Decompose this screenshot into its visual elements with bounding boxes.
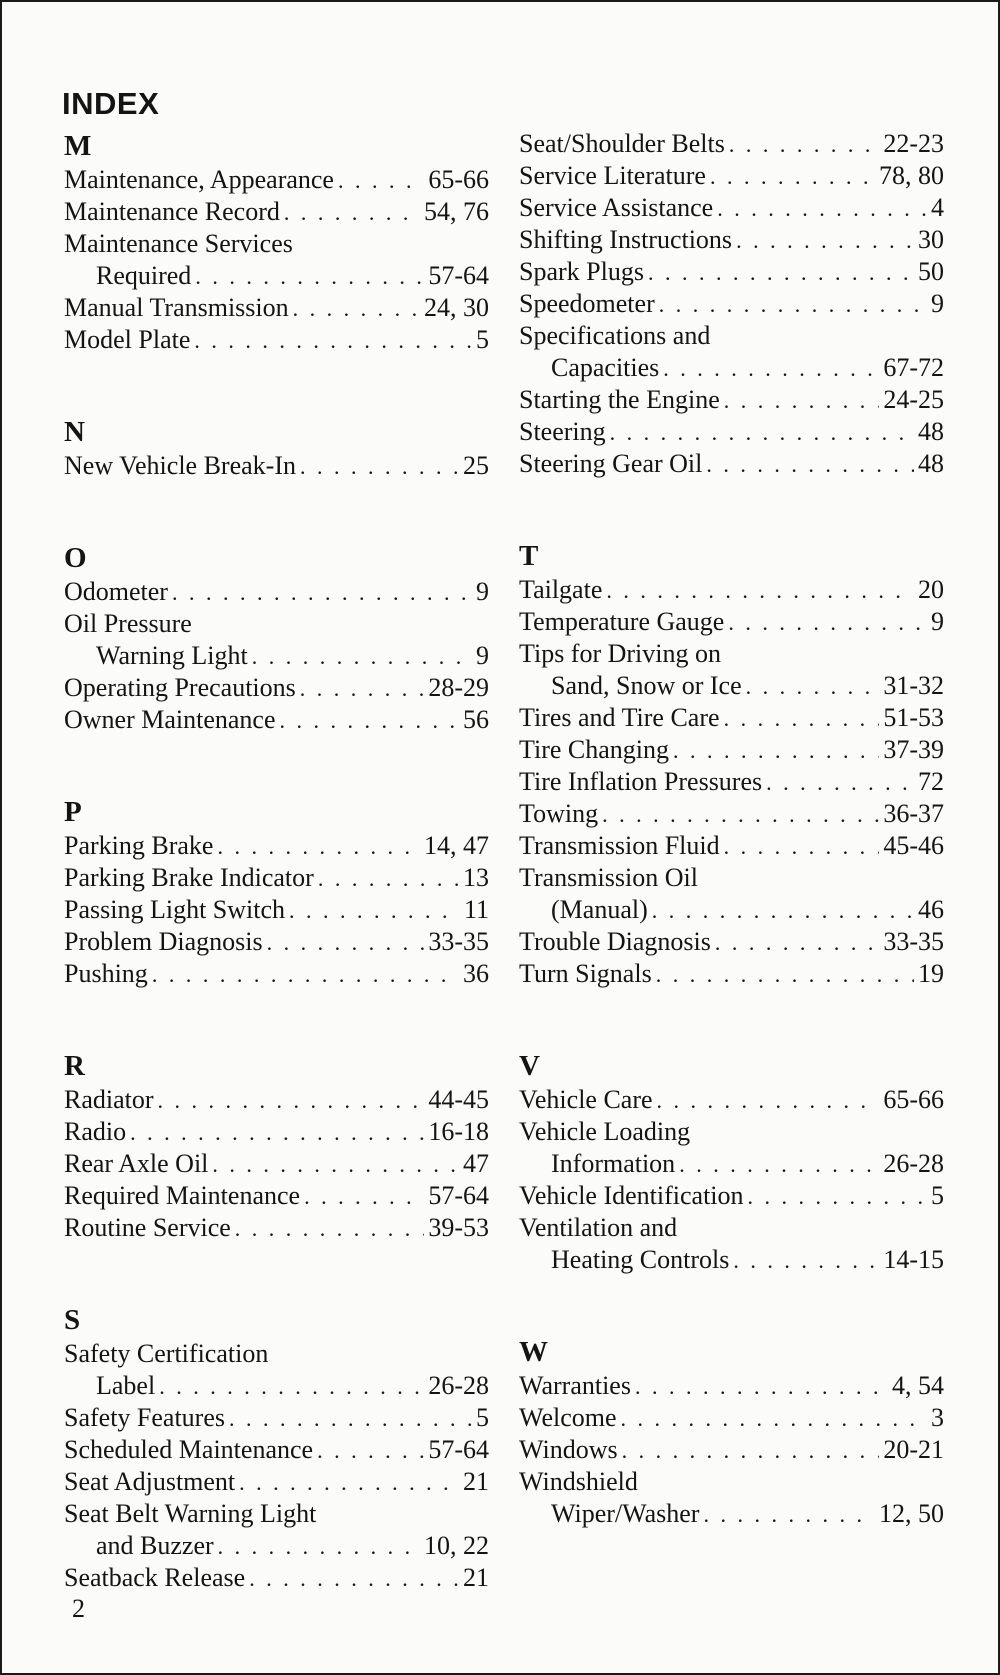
index-entry-continued [64,260,489,292]
leader-dots [218,1531,420,1563]
leader-dots [621,1403,927,1435]
entry-term: Speedometer [519,289,655,318]
index-entry [64,926,489,958]
entry-pages: 21 [463,1467,489,1496]
index-entry [519,734,944,766]
entry-term: Problem Diagnosis [64,927,263,956]
index-entry [64,164,489,196]
entry-pages: 46 [918,895,944,924]
entry-pages: 48 [918,417,944,446]
leader-dots [159,1371,424,1403]
entry-term: Odometer [64,577,168,606]
index-entry [64,1434,489,1466]
leader-dots [746,671,880,703]
entry-pages: 9 [931,607,944,636]
index-entry-continued [519,1148,944,1180]
entry-pages: 28-29 [428,673,489,702]
index-entry-continued [519,670,944,702]
index-entry-continued [519,352,944,384]
entry-term: Tips for Driving on [519,639,722,668]
entry-term: Wiper/Washer [551,1499,700,1528]
leader-dots [703,1499,875,1531]
index-entry-continued [519,1498,944,1530]
leader-dots [280,705,459,737]
entry-pages: 9 [476,641,489,670]
entry-term: Steering [519,417,606,446]
entry-pages: 14-15 [883,1245,944,1274]
entry-pages: 9 [476,577,489,606]
index-entry [519,1434,944,1466]
index-entry [64,830,489,862]
entry-pages: 24-25 [883,385,944,414]
index-entry [64,672,489,704]
leader-dots [252,641,472,673]
leader-dots [728,607,927,639]
leader-dots [229,1403,472,1435]
leader-dots [729,129,880,161]
leader-dots [300,673,425,705]
leader-dots [130,1117,424,1149]
leader-dots [606,575,914,607]
index-entry [519,128,944,160]
entry-pages: 20 [918,575,944,604]
leader-dots [152,959,459,991]
index-entry [64,1562,489,1594]
entry-pages: 11 [463,895,489,924]
index-entry [519,384,944,416]
entry-pages: 44-45 [428,1085,489,1114]
index-entry [64,894,489,926]
entry-pages: 5 [476,325,489,354]
leader-dots [748,1181,927,1213]
index-column-right [519,128,944,1530]
leader-dots [212,1149,459,1181]
entry-pages: 36 [463,959,489,988]
entry-pages: 37-39 [883,735,944,764]
index-entry-continued [64,1370,489,1402]
index-entry [519,1370,944,1402]
entry-term: Vehicle Loading [519,1117,691,1146]
leader-dots [724,831,880,863]
leader-dots [622,1435,880,1467]
entry-term: Required [96,261,192,290]
entry-term: Spark Plugs [519,257,644,286]
index-entry [64,1212,489,1244]
index-entry [519,702,944,734]
entry-term: Parking Brake [64,831,214,860]
entry-pages: 10, 22 [424,1531,489,1560]
entry-pages: 47 [463,1149,489,1178]
leader-dots [733,1245,879,1277]
index-entry-continued [519,894,944,926]
index-entry-continued [64,640,489,672]
entry-term: Information [551,1149,676,1178]
entry-term: Model Plate [64,325,191,354]
entry-term: Welcome [519,1403,617,1432]
entry-pages: 51-53 [883,703,944,732]
entry-term: Towing [519,799,599,828]
index-entry [64,608,489,640]
leader-dots [715,927,879,959]
entry-pages: 3 [931,1403,944,1432]
leader-dots [194,325,472,357]
index-entry [519,288,944,320]
entry-term: Warranties [519,1371,631,1400]
index-entry [519,192,944,224]
entry-term: Warning Light [96,641,248,670]
leader-dots [706,449,914,481]
section-letter-p: P [64,796,82,828]
entry-term: Heating Controls [551,1245,730,1274]
leader-dots [710,161,875,193]
entry-term: Service Literature [519,161,706,190]
entry-pages: 22-23 [883,129,944,158]
index-entry [64,196,489,228]
entry-term: Ventilation and [519,1213,678,1242]
entry-pages: 12, 50 [879,1499,944,1528]
entry-term: Sand, Snow or Ice [551,671,742,700]
entry-pages: 56 [463,705,489,734]
leader-dots [284,197,420,229]
section-letter-o: O [64,542,87,574]
leader-dots [249,1563,459,1595]
page-number: 2 [72,1594,85,1623]
index-entry [519,160,944,192]
entry-term: Tire Inflation Pressures [519,767,763,796]
leader-dots [663,353,879,385]
leader-dots [648,257,914,289]
index-entry [64,1180,489,1212]
leader-dots [195,261,424,293]
entry-term: and Buzzer [96,1531,214,1560]
entry-pages: 57-64 [428,261,489,290]
page-title: INDEX [62,86,160,121]
index-entry [519,1116,944,1148]
entry-term: Scheduled Maintenance [64,1435,314,1464]
entry-pages: 33-35 [428,927,489,956]
entry-term: Vehicle Identification [519,1181,744,1210]
section-letter-t: T [519,540,539,572]
entry-pages: 4, 54 [892,1371,944,1400]
leader-dots [766,767,914,799]
section-letter-r: R [64,1050,85,1082]
entry-pages: 26-28 [428,1371,489,1400]
entry-term: Label [96,1371,156,1400]
entry-term: New Vehicle Break-In [64,451,296,480]
entry-pages: 26-28 [883,1149,944,1178]
index-entry [64,958,489,990]
index-entry [519,1212,944,1244]
index-entry [64,1498,489,1530]
entry-term: Specifications and [519,321,711,350]
section-letter-n: N [64,416,85,448]
entry-pages: 72 [918,767,944,796]
leader-dots [217,831,420,863]
index-entry [519,798,944,830]
index-entry [519,606,944,638]
index-entry [519,766,944,798]
entry-term: Turn Signals [519,959,652,988]
section-letter-v: V [519,1050,540,1082]
entry-term: Owner Maintenance [64,705,276,734]
entry-pages: 78, 80 [879,161,944,190]
index-entry [64,1084,489,1116]
index-entry [64,450,489,482]
entry-term: Maintenance Services [64,229,293,258]
leader-dots [293,293,420,325]
index-entry [519,574,944,606]
entry-term: Temperature Gauge [519,607,725,636]
entry-pages: 33-35 [883,927,944,956]
entry-pages: 14, 47 [424,831,489,860]
index-entry [519,416,944,448]
entry-pages: 25 [463,451,489,480]
entry-term: Maintenance Record [64,197,280,226]
entry-term: Required Maintenance [64,1181,301,1210]
entry-term: Windows [519,1435,618,1464]
entry-pages: 4 [931,193,944,222]
entry-pages: 21 [463,1563,489,1592]
leader-dots [717,193,927,225]
section-letter-w: W [519,1336,548,1368]
index-entry [519,448,944,480]
index-entry [64,228,489,260]
leader-dots [673,735,879,767]
index-entry [519,638,944,670]
entry-pages: 39-53 [428,1213,489,1242]
leader-dots [610,417,914,449]
index-entry [64,1116,489,1148]
section-letter-s: S [64,1304,81,1336]
leader-dots [724,703,880,735]
entry-term: Radiator [64,1085,154,1114]
entry-term: Seatback Release [64,1563,246,1592]
entry-term: Seat Belt Warning Light [64,1499,317,1528]
entry-pages: 36-37 [883,799,944,828]
index-entry [64,1338,489,1370]
leader-dots [657,1085,880,1117]
entry-pages: 13 [463,863,489,892]
index-entry [519,830,944,862]
entry-term: Trouble Diagnosis [519,927,711,956]
index-entry [64,1402,489,1434]
entry-pages: 9 [931,289,944,318]
leader-dots [317,1435,424,1467]
entry-term: Vehicle Care [519,1085,653,1114]
index-entry [519,926,944,958]
index-entry [64,704,489,736]
entry-pages: 57-64 [428,1181,489,1210]
index-entry-continued [64,1530,489,1562]
index-entry [519,224,944,256]
entry-term: Shifting Instructions [519,225,733,254]
entry-term: Safety Features [64,1403,226,1432]
entry-pages: 5 [476,1403,489,1432]
leader-dots [300,451,459,483]
entry-pages: 31-32 [883,671,944,700]
index-entry-continued [519,1244,944,1276]
index-entry [64,576,489,608]
entry-pages: 45-46 [883,831,944,860]
index-entry [64,292,489,324]
entry-pages: 54, 76 [424,197,489,226]
entry-term: Passing Light Switch [64,895,286,924]
entry-pages: 24, 30 [424,293,489,322]
entry-term: Seat Adjustment [64,1467,236,1496]
entry-term: Seat/Shoulder Belts [519,129,725,158]
entry-pages: 30 [918,225,944,254]
index-entry [519,1084,944,1116]
leader-dots [304,1181,424,1213]
index-entry [519,1402,944,1434]
leader-dots [724,385,880,417]
leader-dots [656,959,914,991]
leader-dots [267,927,425,959]
index-entry [519,320,944,352]
entry-term: Tires and Tire Care [519,703,720,732]
index-entry [519,1466,944,1498]
leader-dots [289,895,460,927]
entry-term: Safety Certification [64,1339,269,1368]
entry-term: Capacities [551,353,660,382]
entry-term: Parking Brake Indicator [64,863,314,892]
entry-term: Starting the Engine [519,385,720,414]
entry-pages: 16-18 [428,1117,489,1146]
leader-dots [602,799,879,831]
entry-term: Tailgate [519,575,603,604]
entry-pages: 50 [918,257,944,286]
entry-term: Windshield [519,1467,638,1496]
leader-dots [679,1149,879,1181]
entry-term: Rear Axle Oil [64,1149,209,1178]
index-entry [519,958,944,990]
entry-term: Transmission Fluid [519,831,720,860]
index-entry [519,862,944,894]
entry-pages: 65-66 [428,165,489,194]
entry-pages: 65-66 [883,1085,944,1114]
leader-dots [318,863,459,895]
leader-dots [635,1371,888,1403]
leader-dots [235,1213,425,1245]
entry-term: Manual Transmission [64,293,289,322]
leader-dots [338,165,424,197]
entry-term: Routine Service [64,1213,231,1242]
index-column-left [64,128,489,1594]
entry-term: Pushing [64,959,148,988]
entry-pages: 19 [918,959,944,988]
entry-term: Transmission Oil [519,863,698,892]
leader-dots [736,225,914,257]
entry-term: Service Assistance [519,193,714,222]
section-letter-m: M [64,130,92,162]
index-entry [519,256,944,288]
leader-dots [158,1085,425,1117]
entry-pages: 20-21 [883,1435,944,1464]
entry-term: Radio [64,1117,127,1146]
leader-dots [239,1467,459,1499]
entry-pages: 48 [918,449,944,478]
leader-dots [652,895,914,927]
index-entry [64,1148,489,1180]
entry-pages: 57-64 [428,1435,489,1464]
leader-dots [172,577,472,609]
entry-term: Maintenance, Appearance [64,165,334,194]
entry-term: Steering Gear Oil [519,449,703,478]
leader-dots [659,289,927,321]
index-entry [519,1180,944,1212]
entry-term: Oil Pressure [64,609,192,638]
index-entry [64,862,489,894]
entry-pages: 67-72 [883,353,944,382]
entry-term: (Manual) [551,895,648,924]
index-entry [64,1466,489,1498]
index-entry [64,324,489,356]
entry-pages: 5 [931,1181,944,1210]
entry-term: Tire Changing [519,735,669,764]
entry-term: Operating Precautions [64,673,296,702]
